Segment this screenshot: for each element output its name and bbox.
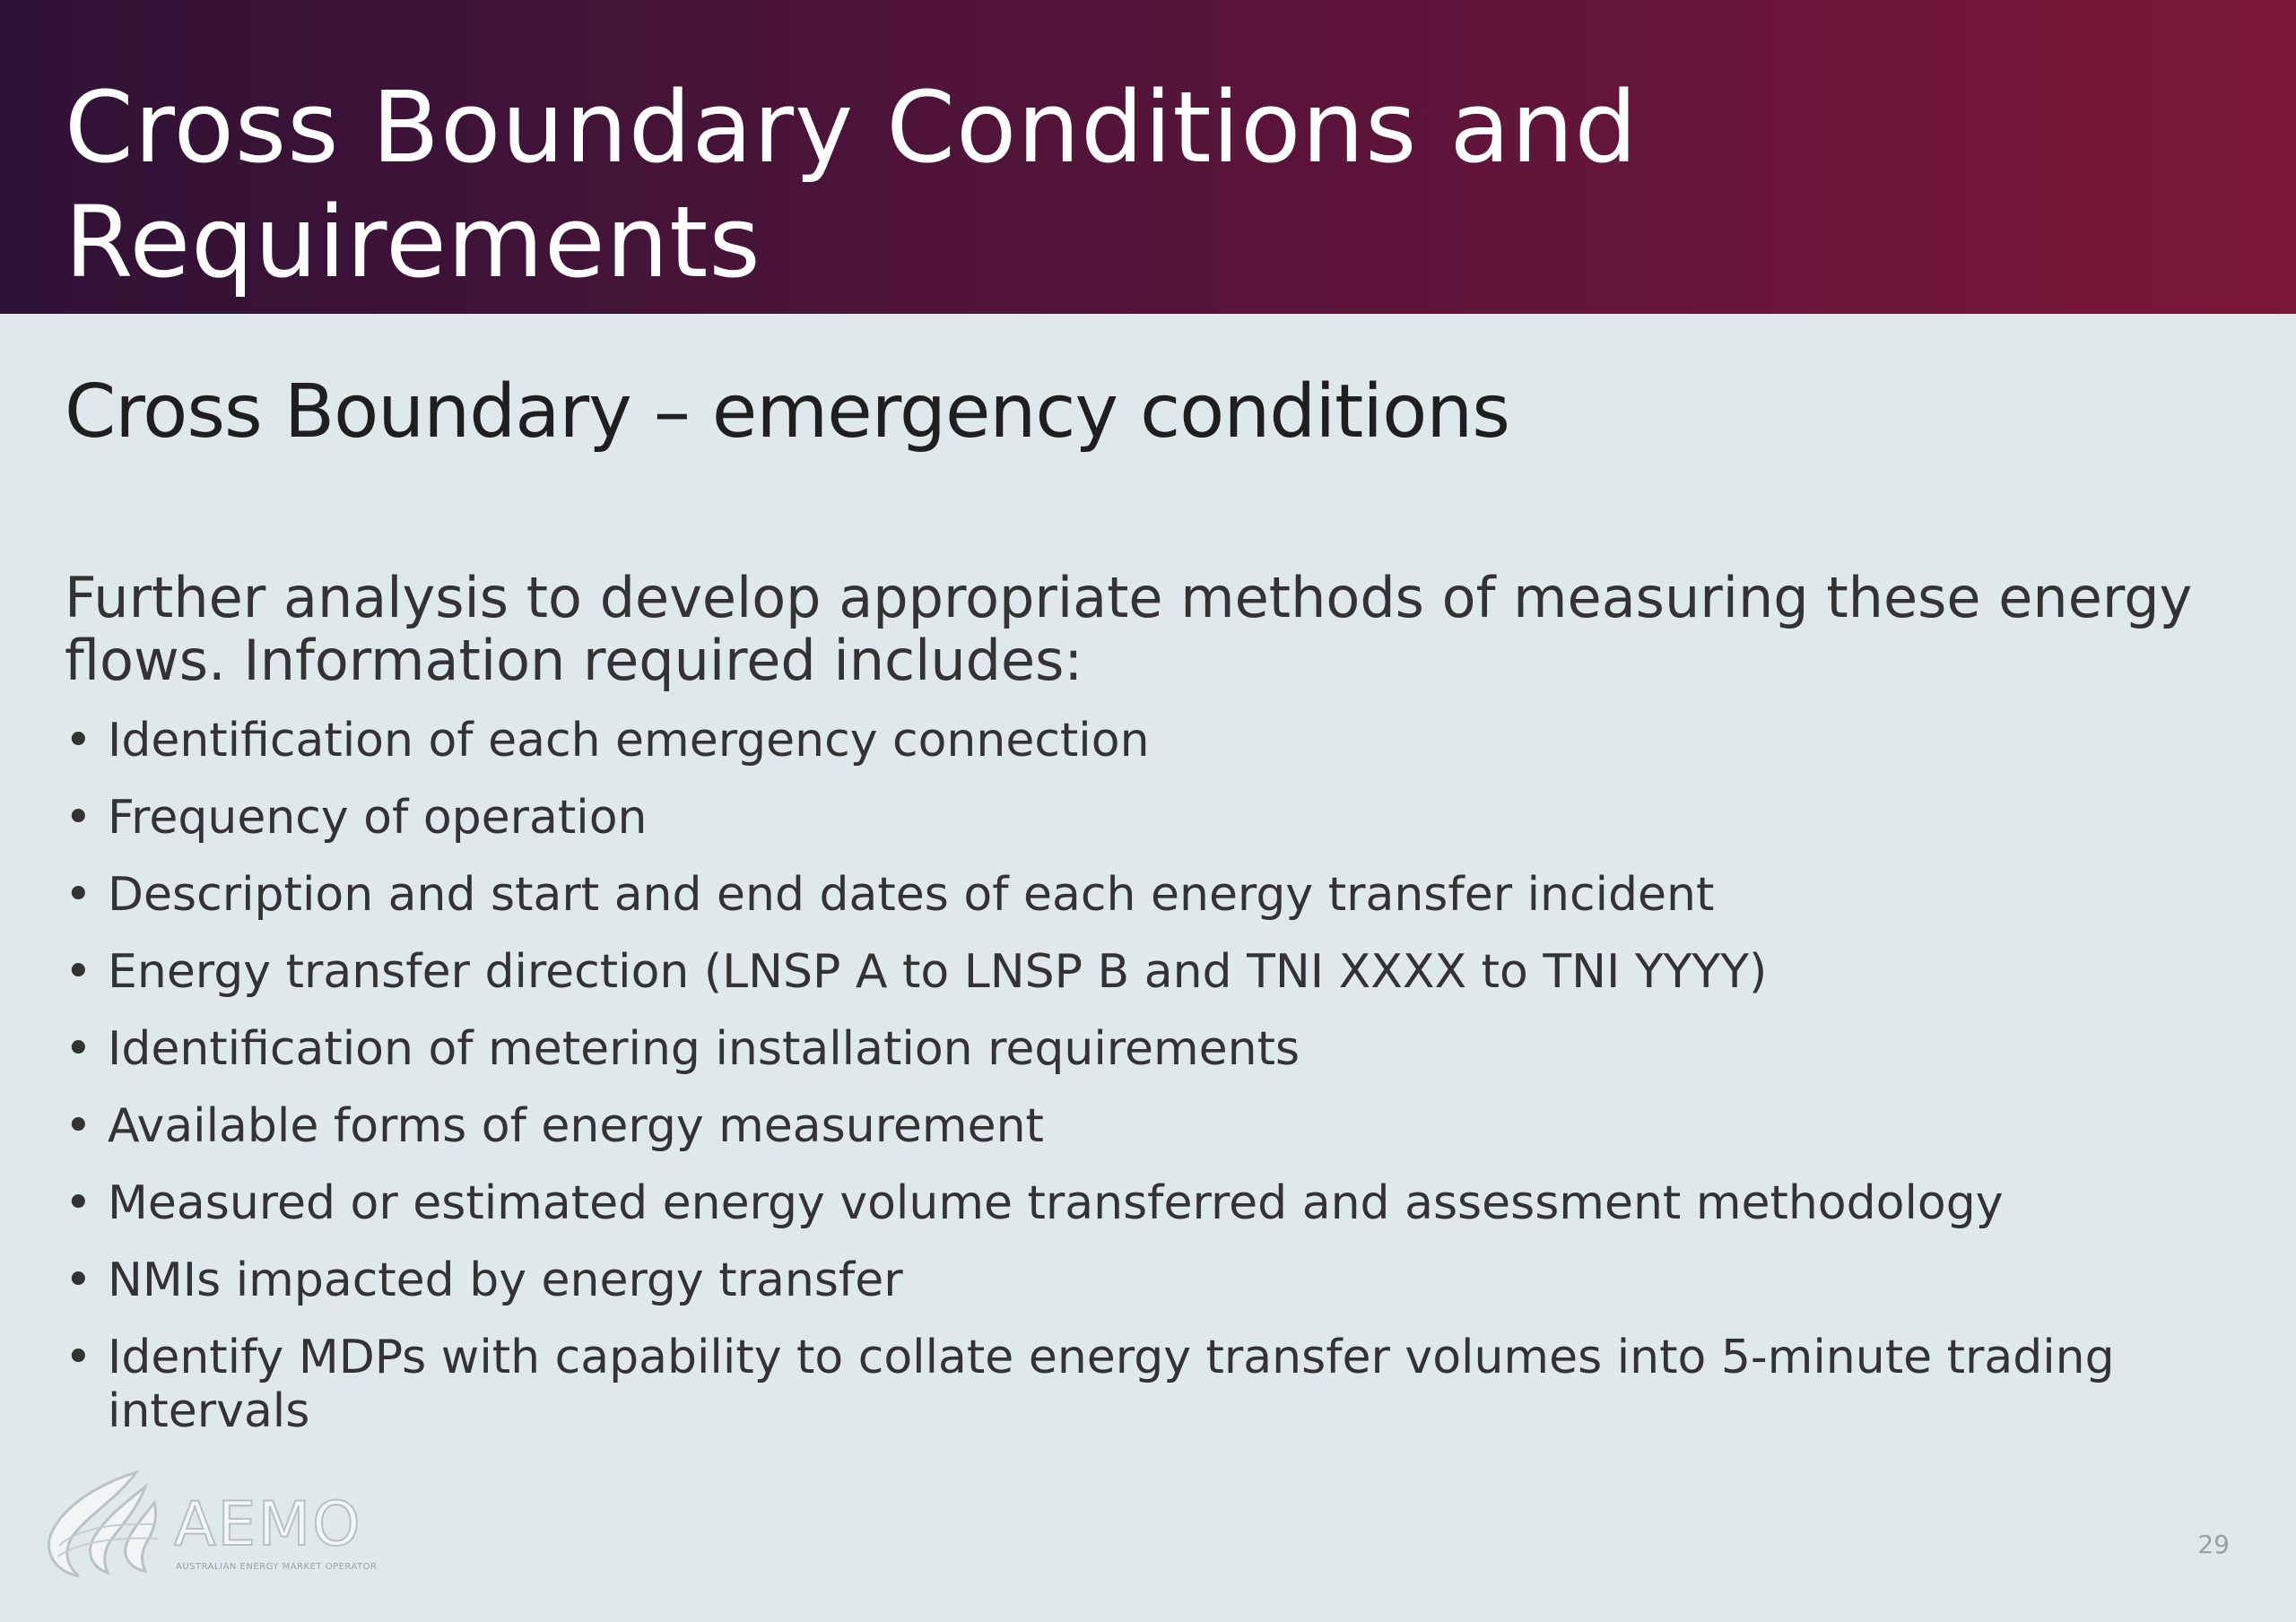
list-item xyxy=(65,1099,2217,1153)
logo-wordmark: AEMO xyxy=(174,1489,362,1560)
list-item xyxy=(65,1022,2217,1076)
bullet-icon: • xyxy=(65,1253,92,1307)
logo-tagline: AUSTRALIAN ENERGY MARKET OPERATOR xyxy=(176,1562,378,1572)
list-item-text: NMIs impacted by energy transfer xyxy=(108,1253,903,1307)
list-item xyxy=(65,1176,2217,1230)
bullet-icon: • xyxy=(65,1176,92,1230)
bullet-icon: • xyxy=(65,1099,92,1153)
bullet-icon: • xyxy=(65,1331,92,1384)
list-item xyxy=(65,945,2217,999)
slide-subtitle: Cross Boundary – emergency conditions xyxy=(65,369,1509,455)
slide-title: Cross Boundary Conditions and Requirements xyxy=(65,70,1639,299)
bullet-icon: • xyxy=(65,945,92,999)
bullet-icon: • xyxy=(65,714,92,768)
list-item-text: Identification of metering installation requirements xyxy=(108,1022,1300,1076)
page-number: 29 xyxy=(2197,1530,2230,1559)
requirements-list xyxy=(65,714,2217,1462)
list-item-text: Description and start and end dates of each energy transfer incident xyxy=(108,868,1715,922)
list-item-text: Measured or estimated energy volume transferred and assessment methodology xyxy=(108,1176,2004,1230)
title-banner xyxy=(0,0,2296,314)
list-item-text: Energy transfer direction (LNSP A to LNSP B and TNI XXXX to TNI YYYY) xyxy=(108,945,1768,999)
list-item xyxy=(65,714,2217,768)
bullet-icon: • xyxy=(65,791,92,845)
intro-paragraph: Further analysis to develop appropriate methods of measuring these energy flows. Information required includes: xyxy=(65,565,2193,693)
bullet-icon: • xyxy=(65,868,92,922)
list-item xyxy=(65,1253,2217,1307)
list-item-text: Identify MDPs with capability to collate energy transfer volumes into 5-minute trading intervals xyxy=(108,1331,2115,1438)
list-item xyxy=(65,791,2217,845)
list-item xyxy=(65,1331,2217,1438)
list-item xyxy=(65,868,2217,922)
list-item-text: Identification of each emergency connection xyxy=(108,714,1150,768)
list-item-text: Available forms of energy measurement xyxy=(108,1099,1044,1153)
aemo-logo xyxy=(39,1467,398,1583)
list-item-text: Frequency of operation xyxy=(108,791,648,845)
bullet-icon: • xyxy=(65,1022,92,1076)
aemo-swoosh-icon xyxy=(39,1467,174,1583)
